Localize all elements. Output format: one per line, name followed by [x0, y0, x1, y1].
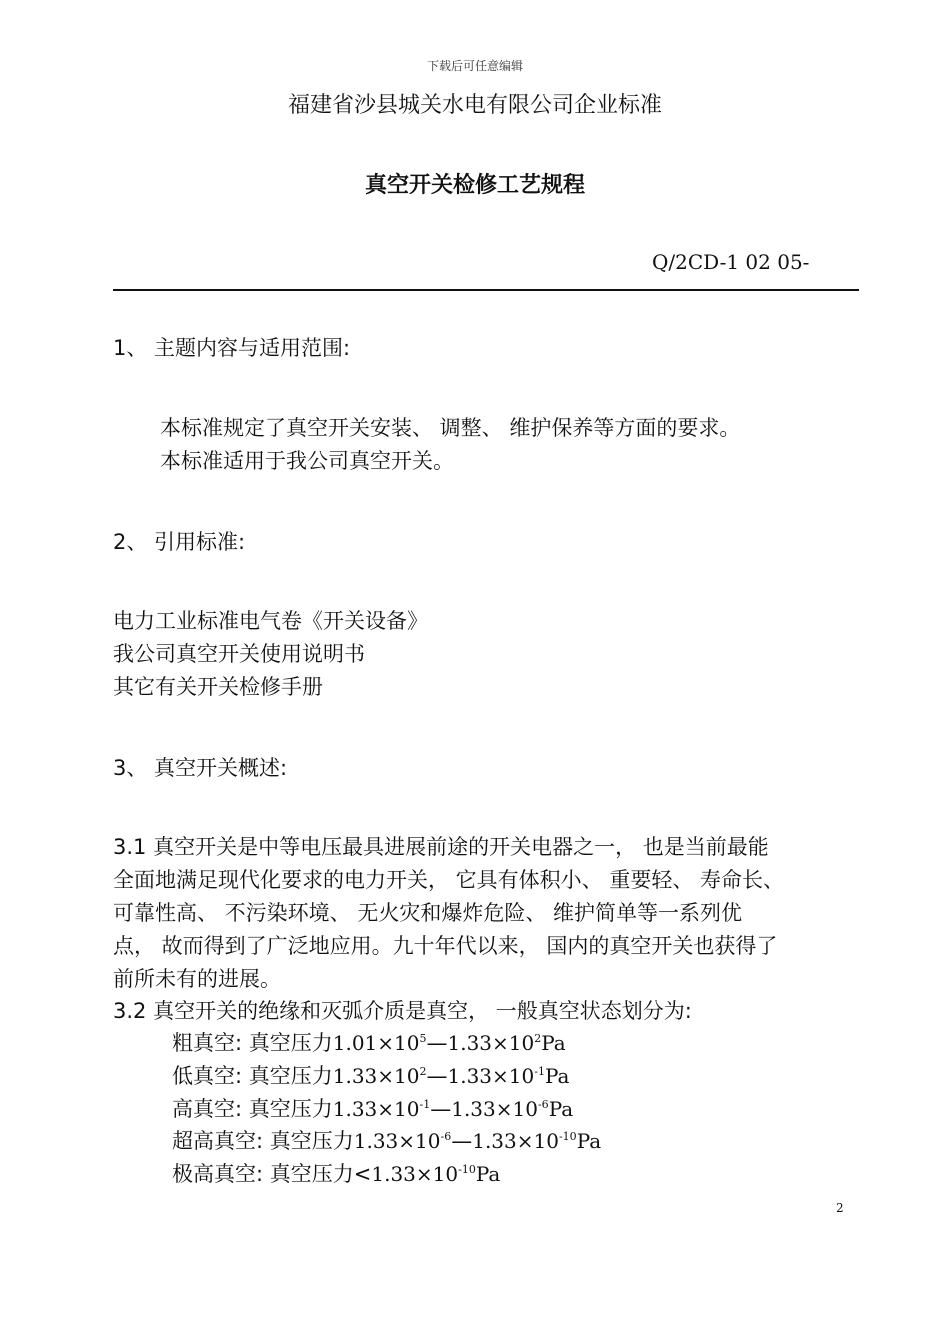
unit: Pa [544, 1064, 570, 1088]
unit: Pa [576, 1129, 602, 1153]
document-code: Q/2CD-1 02 05- [652, 250, 810, 274]
vacuum-value-from: 1.33×10 [353, 1129, 441, 1153]
exponent: 2 [419, 1065, 427, 1078]
vacuum-value-from: 1.33×10 [332, 1097, 420, 1121]
reference-3: 其它有关开关检修手册 [113, 675, 323, 699]
vacuum-value-from: 1.01×10 [332, 1031, 420, 1055]
exponent: -10 [458, 1163, 476, 1176]
exponent: -6 [440, 1130, 452, 1143]
vacuum-label: 极高真空: 真空压力 [172, 1162, 354, 1186]
vacuum-label: 低真空: 真空压力 [172, 1064, 333, 1088]
unit: Pa [548, 1097, 574, 1121]
unit: Pa [541, 1031, 566, 1055]
vacuum-level-high [172, 1093, 573, 1123]
vacuum-label: 粗真空: 真空压力 [172, 1031, 333, 1055]
exponent: -6 [537, 1098, 549, 1111]
unit: Pa [475, 1162, 501, 1186]
header-divider [113, 289, 859, 291]
vacuum-value-to: 1.33×10 [451, 1097, 538, 1121]
page-number: 2 [836, 1201, 844, 1215]
vacuum-value-to: 1.33×10 [371, 1162, 459, 1186]
exponent: -10 [558, 1130, 577, 1143]
less-than-sign: < [353, 1162, 372, 1186]
range-separator: — [430, 1097, 452, 1121]
range-separator: — [426, 1064, 448, 1088]
section-3-1-line-1: 3.1 真空开关是中等电压最具进展前途的开关电器之一， 也是当前最能 [113, 835, 769, 859]
vacuum-level-extreme-high [172, 1158, 500, 1188]
vacuum-label: 超高真空: 真空压力 [172, 1129, 354, 1153]
section-3-1-line-4: 点， 故而得到了广泛地应用。九十年代以来， 国内的真空开关也获得了 [113, 934, 778, 958]
exponent: 5 [419, 1032, 427, 1045]
download-note: 下载后可任意编辑 [426, 59, 523, 73]
exponent: 2 [534, 1032, 542, 1045]
section-3-1-line-5: 前所未有的进展。 [113, 967, 281, 991]
document-title: 真空开关检修工艺规程 [364, 173, 585, 198]
section-3-1-line-2: 全面地满足现代化要求的电力开关， 它具有体积小、 重要轻、 寿命长、 [113, 868, 785, 892]
vacuum-value-to: 1.33×10 [472, 1129, 559, 1153]
vacuum-label: 高真空: 真空压力 [172, 1097, 333, 1121]
section-3-1-line-3: 可靠性高、 不污染环境、 无火灾和爆炸危险、 维护简单等一系列优 [113, 901, 743, 925]
section-2-heading: 2、 引用标准: [113, 530, 246, 554]
exponent: -1 [534, 1065, 545, 1078]
section-3-2-line: 3.2 真空开关的绝缘和灭弧介质是真空， 一般真空状态划分为: [113, 999, 692, 1023]
section-1-line-1: 本标准规定了真空开关安装、 调整、 维护保养等方面的要求。 [160, 416, 741, 440]
range-separator: — [451, 1129, 473, 1153]
reference-1: 电力工业标准电气卷《开关设备》 [113, 609, 428, 633]
reference-2: 我公司真空开关使用说明书 [113, 642, 365, 666]
vacuum-value-to: 1.33×10 [447, 1064, 535, 1088]
vacuum-level-rough [172, 1027, 566, 1057]
exponent: -1 [419, 1098, 431, 1111]
section-1-line-2: 本标准适用于我公司真空开关。 [160, 449, 454, 473]
company-name: 福建省沙县城关水电有限公司企业标准 [287, 93, 662, 118]
vacuum-level-ultra-high [172, 1125, 601, 1155]
vacuum-value-from: 1.33×10 [332, 1064, 420, 1088]
vacuum-value-to: 1.33×10 [447, 1031, 535, 1055]
vacuum-level-low [172, 1060, 569, 1090]
range-separator: — [426, 1031, 448, 1055]
section-3-heading: 3、 真空开关概述: [113, 756, 288, 780]
section-1-heading: 1、 主题内容与适用范围: [113, 336, 351, 360]
